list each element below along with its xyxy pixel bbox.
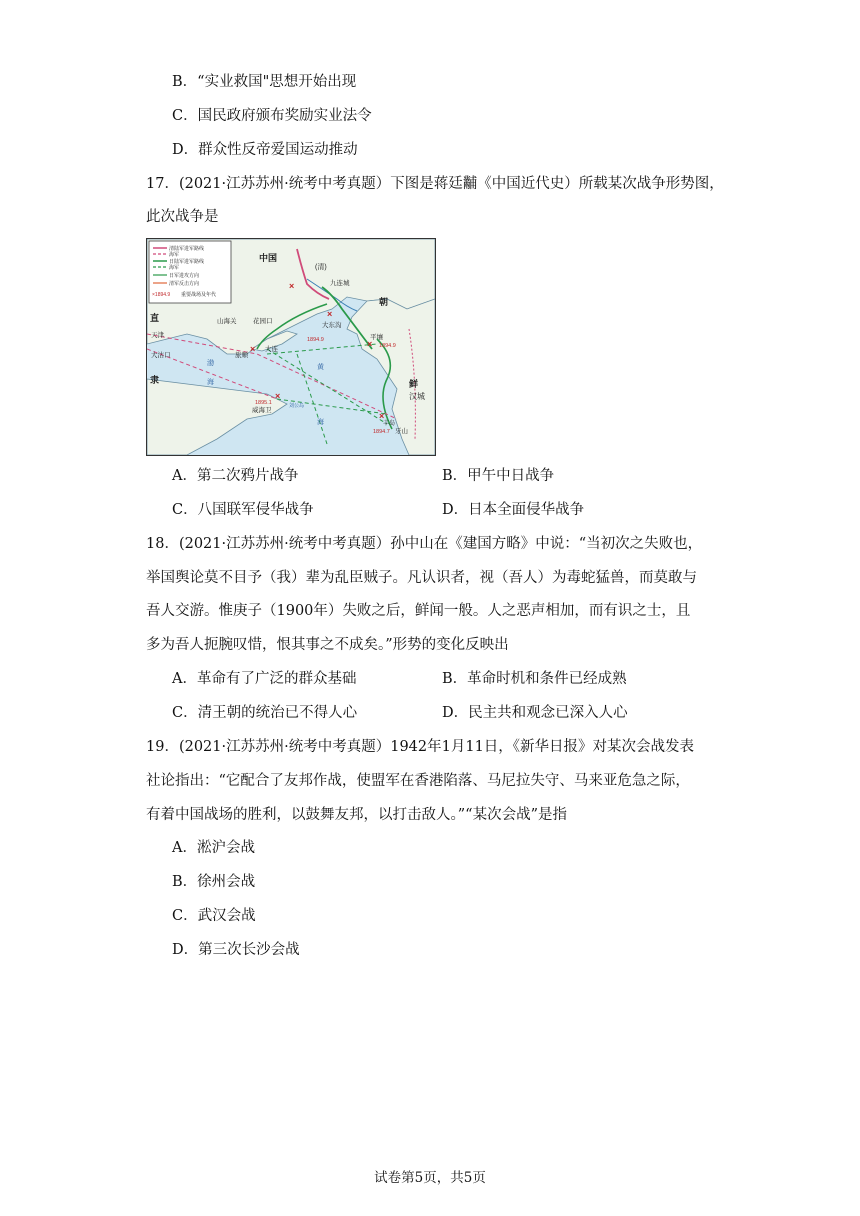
label-bohai-1: 渤	[207, 360, 214, 367]
legend-qing-navy: 海军	[169, 252, 180, 258]
q19-option-a: A．淞沪会战	[172, 840, 255, 856]
q19-option-b: B．徐州会战	[172, 874, 256, 890]
q19-stem-line-1: 19．(2021·江苏苏州·统考中考真题）1942年1月11日，《新华日报》对某次会战发表	[146, 739, 695, 755]
q17-stem-line-1: 17．(2021·江苏苏州·统考中考真题）下图是蒋廷黼《中国近代史）所载某次战争形势图，	[146, 176, 724, 192]
battle-mark-lushun: ×	[250, 344, 256, 354]
battle-mark-jiulian: ×	[289, 281, 295, 291]
label-qing: (清)	[315, 264, 327, 271]
battle-mark-dadonggou: ×	[327, 309, 333, 319]
legend-battle: 重要战场及年代	[181, 292, 217, 298]
label-date-weihaiwei: 1895.1	[255, 400, 272, 406]
label-liugongdao: 刘公岛	[289, 403, 305, 409]
label-zhi: 直	[150, 313, 160, 323]
legend-qing-army: 清陆军进军路线	[169, 246, 205, 252]
q17-stem-line-2: 此次战争是	[146, 209, 219, 225]
q19-stem-line-2: 社论指出：“它配合了友邦作战，使盟军在香港陷落、马尼拉失守、马来亚危急之际，	[146, 773, 690, 789]
q18-option-c: C．清王朝的统治已不得人心	[172, 705, 358, 721]
q18-stem-line-1: 18．(2021·江苏苏州·统考中考真题）孙中山在《建国方略》中说：“当初次之失败也，	[146, 536, 703, 552]
label-bohai-2: 海	[207, 379, 214, 386]
label-china: 中国	[259, 253, 278, 263]
label-lushun: 旅顺	[235, 352, 248, 359]
label-hancheng: 汉城	[409, 392, 425, 401]
label-fengdao: 丰岛	[383, 421, 396, 427]
label-date-pingrang: 1894.9	[379, 343, 396, 349]
q18-stem-line-2: 举国舆论莫不目予（我）辈为乱臣贼子。凡认识者，视（吾人）为毒蛇猛兽，而莫敢与	[146, 570, 697, 586]
q19-option-c: C．武汉会战	[172, 908, 256, 924]
legend-japan-army: 日陆军进军路线	[169, 259, 205, 265]
label-huanghai-2: 海	[317, 419, 324, 426]
label-pingrang: 平壤	[370, 334, 383, 341]
label-li: 隶	[150, 375, 160, 385]
battle-mark-pingrang: ×	[367, 339, 373, 349]
label-weihaiwei: 威海卫	[252, 407, 272, 414]
q16-option-c: C．国民政府颁布奖励实业法令	[172, 108, 372, 124]
war-situation-map	[146, 238, 436, 456]
q18-stem-line-3: 吾人交游。惟庚子（1900年）失败之后，鲜闻一般。人之恶声相加，而有识之士，且	[146, 603, 691, 619]
label-huanghai-1: 黄	[317, 364, 324, 371]
battle-mark-fengdao: ×	[379, 411, 385, 421]
q17-option-b: B．甲午中日战争	[442, 468, 555, 484]
label-dadonggou: 大东沟	[322, 322, 342, 329]
label-jiuliancheng: 九连城	[330, 280, 350, 287]
q17-option-d: D．日本全面侵华战争	[442, 502, 585, 518]
legend-japan-attack: 日军进攻方向	[169, 273, 200, 279]
label-dagukou: 大沽口	[151, 352, 171, 359]
q18-option-a: A．革命有了广泛的群众基础	[172, 671, 357, 687]
q17-option-a: A．第二次鸦片战争	[172, 468, 299, 484]
q19-stem-line-3: 有着中国战场的胜利，以鼓舞友邦，以打击敌人。”“某次会战”是指	[146, 807, 567, 823]
label-tianjin: 天津	[151, 332, 164, 339]
label-chao: 朝	[379, 297, 389, 307]
q18-option-b: B．革命时机和条件已经成熟	[442, 671, 627, 687]
page-footer: 试卷第5页，共5页	[374, 1170, 486, 1186]
label-shanhaiguan: 山海关	[217, 318, 237, 325]
label-xian: 鲜	[409, 379, 419, 389]
battle-mark-weihaiwei: ×	[275, 391, 281, 401]
q16-option-b: B．“实业救国"思想开始出现	[172, 74, 357, 90]
label-dalian: 大连	[265, 346, 278, 353]
label-huayuankou: 花园口	[253, 318, 273, 325]
label-date-dadonggou: 1894.9	[307, 337, 324, 343]
q17-option-c: C．八国联军侵华战争	[172, 502, 314, 518]
legend-japan-navy: 海军	[169, 265, 180, 271]
label-yashan: 牙山	[395, 428, 408, 435]
q19-option-d: D．第三次长沙会战	[172, 942, 300, 958]
q18-stem-line-4: 多为吾人扼腕叹惜，恨其事之不成矣。”形势的变化反映出	[146, 637, 509, 653]
legend-battle-mark: ×1894.9	[152, 292, 171, 298]
label-date-fengdao: 1894.7	[373, 429, 390, 435]
legend-qing-counter: 清军反击方向	[169, 281, 200, 287]
q18-option-d: D．民主共和观念已深入人心	[442, 705, 628, 721]
q16-option-d: D．群众性反帝爱国运动推动	[172, 142, 358, 158]
